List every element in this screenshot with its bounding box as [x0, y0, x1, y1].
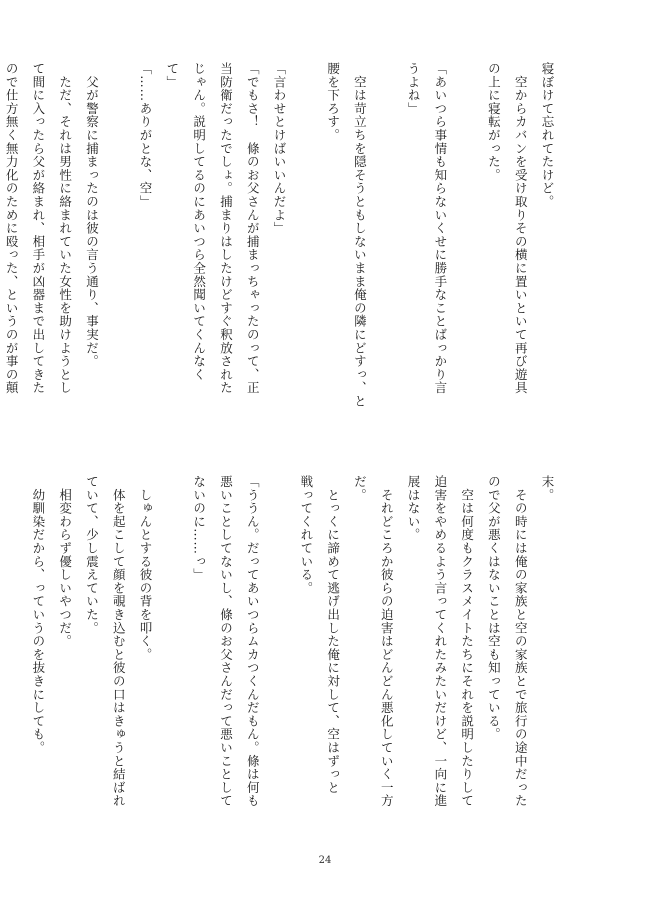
page-number: 24	[318, 855, 332, 866]
text-block-lower: 末。 その時には俺の家族と空の家族とで旅行の途中だった ので父が悪くはないことは空も知っている。 空は何度もクラスメイトたちにそれを説明したりして 迫害をやめるよう言ってくれたみたいだけど、一向に進 展はない。 それどころか彼らの迫害はどんどん悪化していく一方 だ。 とっくに諦めて逃げ出した俺に対して、空はずっと 戦ってくれている。 「ううん。だってあいつらムカつくんだもん。條は何も 悪いことしてないし、條のお父さんだって悪いことして ないのに……っ」 しゅんとする彼の背を叩く。 体を起こして顔を覗き込むと彼の口はきゅうと結ばれ ていて、少し震えていた。 相変わらず優しいやつだ。 幼馴染だから、っていうのを抜きにしても。	[30, 475, 555, 808]
text-block-upper: 寝ぼけて忘れてたけど。 空からカバンを受け取りその横に置いといて再び遊具 の上に寝転がった。 「あいつら事情も知らないくせに勝手なことばっかり言 うよね」 空は苛立ちを隠そうともしないまま俺の隣にどすっ、と 腰を下ろす。 「言わせとけばいいんだよ」 「でもさ！ 條のお父さんが捕まっちゃったのって、正 当防衛だったでしょ。捕まりはしたけどすぐ釈放された じゃん。説明してるのにあいつら全然聞いてくんなく て」 「……ありがとな、空」 父が警察に捕まったのは彼の言う通り、事実だ。 ただ、それは男性に絡まれていた女性を助けようとし て間に入ったら父が絡まれ、相手が凶器まで出してきた ので仕方無く無力化のために殴った、というのが事の顛	[4, 62, 555, 408]
